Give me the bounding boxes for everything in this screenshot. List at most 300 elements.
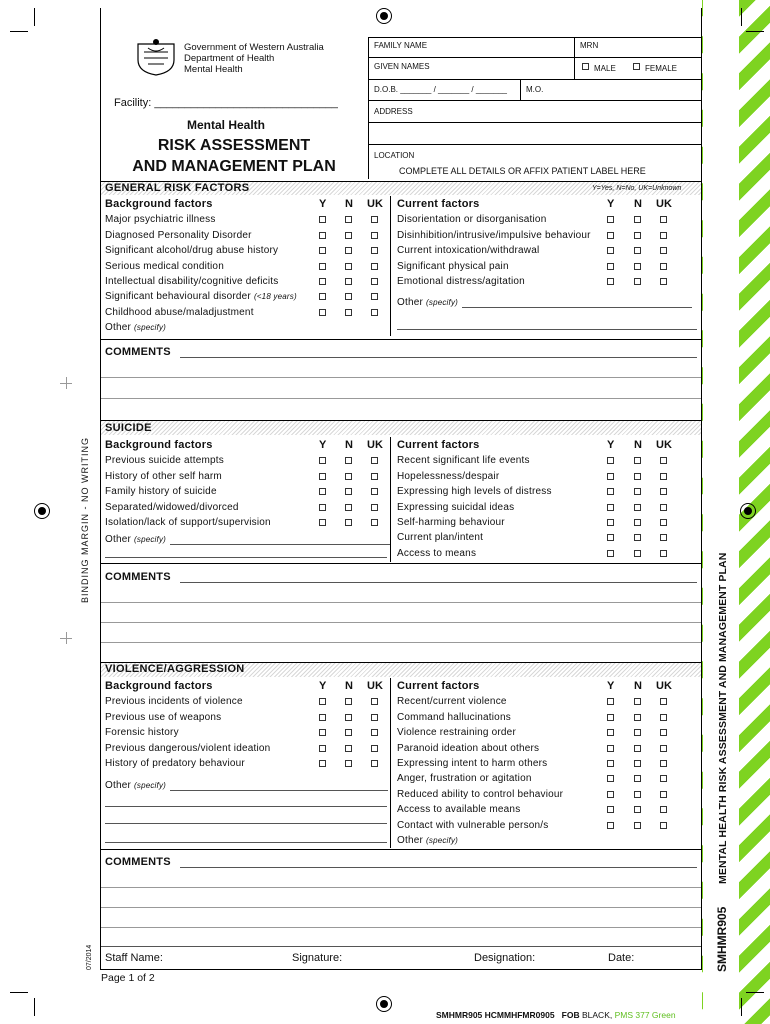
crop-mark xyxy=(741,8,742,26)
yes-checkbox[interactable] xyxy=(319,309,326,316)
yes-checkbox[interactable] xyxy=(319,729,326,736)
patient-box-line xyxy=(368,57,702,58)
unknown-checkbox[interactable] xyxy=(660,806,667,813)
unknown-checkbox[interactable] xyxy=(660,278,667,285)
comments-line xyxy=(101,946,701,947)
dob-field[interactable]: D.O.B. _______ / _______ / _______ xyxy=(374,85,507,94)
factor-label: Previous use of weapons xyxy=(105,711,222,723)
other-line[interactable] xyxy=(105,557,387,558)
no-checkbox[interactable] xyxy=(345,309,352,316)
no-checkbox[interactable] xyxy=(634,232,641,239)
no-checkbox[interactable] xyxy=(634,822,641,829)
comments-line[interactable] xyxy=(101,398,701,399)
frame-bottom xyxy=(100,969,702,970)
no-checkbox[interactable] xyxy=(634,714,641,721)
gov-line: Government of Western Australia xyxy=(184,42,324,53)
no-checkbox[interactable] xyxy=(634,519,641,526)
other-label: Other xyxy=(105,780,132,791)
column-header-n: N xyxy=(345,198,353,210)
comments-line[interactable] xyxy=(101,927,701,928)
yes-checkbox[interactable] xyxy=(319,698,326,705)
yes-checkbox[interactable] xyxy=(607,745,614,752)
current-factors-header: Current factors xyxy=(397,680,480,692)
yes-checkbox[interactable] xyxy=(319,216,326,223)
current-factor-row: Access to means xyxy=(397,547,477,559)
specify-note: (specify) xyxy=(134,535,167,544)
factor-label: Intellectual disability/cognitive deficits xyxy=(105,276,279,287)
unknown-checkbox[interactable] xyxy=(660,519,667,526)
family-name-field[interactable]: FAMILY NAME xyxy=(374,41,428,50)
signature-field[interactable]: Signature: xyxy=(292,952,343,964)
comments-line[interactable] xyxy=(180,582,697,583)
column-header-y: Y xyxy=(607,439,615,451)
unknown-checkbox[interactable] xyxy=(371,232,378,239)
registration-mark-icon xyxy=(740,503,756,519)
unknown-checkbox[interactable] xyxy=(371,504,378,511)
form-date-code: 07/2014 xyxy=(86,944,93,970)
other-line[interactable] xyxy=(397,329,697,330)
side-form-title: MENTAL HEALTH RISK ASSESSMENT AND MANAGEMENT PLAN xyxy=(717,552,729,884)
yes-checkbox[interactable] xyxy=(607,775,614,782)
factor-label: Isolation/lack of support/supervision xyxy=(105,517,271,528)
background-factor-row xyxy=(105,469,222,484)
background-factor-row xyxy=(105,741,270,756)
crop-mark xyxy=(746,31,764,32)
service-name: Mental Health xyxy=(187,118,266,132)
yes-checkbox[interactable] xyxy=(607,729,614,736)
unknown-checkbox[interactable] xyxy=(371,457,378,464)
factor-label: Major psychiatric illness xyxy=(105,214,216,226)
affix-label-note: COMPLETE ALL DETAILS OR AFFIX PATIENT LABEL HERE xyxy=(399,166,646,176)
current-factor-row: Command hallucinations xyxy=(397,711,511,723)
comments-line[interactable] xyxy=(180,867,697,868)
general-other-background[interactable] xyxy=(105,320,166,335)
male-checkbox[interactable] xyxy=(582,63,589,70)
column-header-y: Y xyxy=(319,680,327,692)
column-header-uk: UK xyxy=(656,198,672,210)
current-factor-row: Current intoxication/withdrawal xyxy=(397,245,540,257)
other-label: Other xyxy=(105,534,132,545)
background-factor-row xyxy=(105,259,224,274)
column-header-n: N xyxy=(634,198,642,210)
specify-note: (specify) xyxy=(426,836,459,845)
registration-mark-icon xyxy=(34,503,50,519)
no-checkbox[interactable] xyxy=(634,791,641,798)
yes-checkbox[interactable] xyxy=(607,519,614,526)
print-code xyxy=(436,1010,676,1020)
unknown-checkbox[interactable] xyxy=(371,216,378,223)
plus-mark-icon xyxy=(66,632,67,644)
comments-line[interactable] xyxy=(101,887,701,888)
mrn-field[interactable]: MRN xyxy=(580,41,599,50)
unknown-checkbox[interactable] xyxy=(660,247,667,254)
general-comments-label: COMMENTS xyxy=(105,346,171,358)
age-note: (<18 years) xyxy=(253,292,297,302)
page-title xyxy=(100,135,368,177)
no-checkbox[interactable] xyxy=(634,775,641,782)
no-checkbox[interactable] xyxy=(634,806,641,813)
current-factor-row: Anger, frustration or agitation xyxy=(397,773,532,785)
other-line[interactable] xyxy=(105,823,387,824)
unknown-checkbox[interactable] xyxy=(660,216,667,223)
background-factor-row xyxy=(105,243,278,258)
pms-label: PMS 377 Green xyxy=(614,1010,676,1020)
location-field[interactable]: LOCATION xyxy=(374,151,415,160)
suicide-section-bar xyxy=(101,421,701,435)
patient-box-line xyxy=(368,79,702,80)
yes-checkbox[interactable] xyxy=(607,488,614,495)
crop-mark xyxy=(10,31,28,32)
unknown-checkbox[interactable] xyxy=(371,714,378,721)
unknown-checkbox[interactable] xyxy=(660,775,667,782)
specify-note: (specify) xyxy=(134,323,167,332)
unknown-checkbox[interactable] xyxy=(371,760,378,767)
factor-label: Previous suicide attempts xyxy=(105,455,224,467)
unknown-checkbox[interactable] xyxy=(371,309,378,316)
yes-checkbox[interactable] xyxy=(607,216,614,223)
no-checkbox[interactable] xyxy=(345,698,352,705)
other-line[interactable] xyxy=(105,806,387,807)
yes-checkbox[interactable] xyxy=(607,232,614,239)
unknown-checkbox[interactable] xyxy=(660,698,667,705)
unknown-checkbox[interactable] xyxy=(660,745,667,752)
patient-box-divider xyxy=(574,37,575,79)
no-checkbox[interactable] xyxy=(634,550,641,557)
unknown-checkbox[interactable] xyxy=(371,278,378,285)
yes-checkbox[interactable] xyxy=(607,278,614,285)
no-checkbox[interactable] xyxy=(345,745,352,752)
background-factors-header: Background factors xyxy=(105,198,213,210)
current-factor-row: Violence restraining order xyxy=(397,727,516,739)
background-factor-row xyxy=(105,756,245,771)
background-factor-row xyxy=(105,694,243,709)
yes-checkbox[interactable] xyxy=(607,791,614,798)
yes-checkbox[interactable] xyxy=(319,232,326,239)
no-checkbox[interactable] xyxy=(345,232,352,239)
yes-checkbox[interactable] xyxy=(319,519,326,526)
general-other-current[interactable] xyxy=(397,295,458,310)
column-header-uk: UK xyxy=(367,680,383,692)
crop-mark xyxy=(10,992,28,993)
side-form-code: SMHMR905 xyxy=(715,906,729,972)
unknown-checkbox[interactable] xyxy=(371,519,378,526)
background-factor-row xyxy=(105,212,216,227)
female-label: FEMALE xyxy=(645,64,678,73)
background-factor-row xyxy=(105,228,252,243)
factor-label: Significant alcohol/drug abuse history xyxy=(105,245,279,257)
current-factor-row: Emotional distress/agitation xyxy=(397,276,525,287)
other-line[interactable] xyxy=(170,790,388,791)
violence-section-title: VIOLENCE/AGGRESSION xyxy=(105,663,245,675)
yes-checkbox[interactable] xyxy=(319,488,326,495)
yes-checkbox[interactable] xyxy=(319,745,326,752)
factor-label: Childhood abuse/maladjustment xyxy=(105,306,254,318)
background-factor-row xyxy=(105,515,271,530)
patient-box-line xyxy=(368,37,702,38)
column-divider xyxy=(390,437,391,562)
unknown-checkbox[interactable] xyxy=(371,698,378,705)
date-field[interactable]: Date: xyxy=(608,952,635,964)
no-checkbox[interactable] xyxy=(634,457,641,464)
no-checkbox[interactable] xyxy=(345,714,352,721)
yes-checkbox[interactable] xyxy=(319,504,326,511)
no-checkbox[interactable] xyxy=(634,473,641,480)
yn-legend: Y=Yes, N=No, UK=Unknown xyxy=(592,185,682,192)
background-factor-row xyxy=(105,305,254,320)
yes-checkbox[interactable] xyxy=(607,504,614,511)
no-checkbox[interactable] xyxy=(634,729,641,736)
current-factors-header: Current factors xyxy=(397,439,480,451)
yes-checkbox[interactable] xyxy=(319,293,326,300)
yes-checkbox[interactable] xyxy=(607,822,614,829)
comments-line[interactable] xyxy=(101,907,701,908)
crop-mark xyxy=(741,998,742,1016)
binding-margin-note: BINDING MARGIN - NO WRITING xyxy=(80,437,90,603)
other-label: Other xyxy=(397,297,424,308)
no-checkbox[interactable] xyxy=(345,278,352,285)
staff-name-field[interactable]: Staff Name: xyxy=(105,952,163,964)
no-checkbox[interactable] xyxy=(634,278,641,285)
column-header-uk: UK xyxy=(656,439,672,451)
no-checkbox[interactable] xyxy=(634,488,641,495)
female-checkbox[interactable] xyxy=(633,63,640,70)
registration-mark-icon xyxy=(376,996,392,1012)
background-factors-header: Background factors xyxy=(105,680,213,692)
other-line[interactable] xyxy=(105,842,387,843)
factor-label: History of other self harm xyxy=(105,470,222,482)
column-header-n: N xyxy=(634,439,642,451)
column-divider xyxy=(390,678,391,848)
yes-checkbox[interactable] xyxy=(607,534,614,541)
unknown-checkbox[interactable] xyxy=(371,745,378,752)
mental-health-line: Mental Health xyxy=(184,64,243,75)
patient-box-divider xyxy=(520,79,521,100)
background-factors-header: Background factors xyxy=(105,439,213,451)
current-factor-row: Recent significant life events xyxy=(397,455,530,467)
patient-box-left xyxy=(368,37,369,179)
mo-field[interactable]: M.O. xyxy=(526,85,544,94)
no-checkbox[interactable] xyxy=(345,519,352,526)
column-header-uk: UK xyxy=(367,198,383,210)
column-header-y: Y xyxy=(607,198,615,210)
no-checkbox[interactable] xyxy=(634,247,641,254)
facility-field[interactable]: Facility: ______________________________ xyxy=(114,97,338,109)
unknown-checkbox[interactable] xyxy=(660,504,667,511)
male-label: MALE xyxy=(594,64,616,73)
patient-box-line xyxy=(368,122,702,123)
current-factor-row: Self-harming behaviour xyxy=(397,517,505,528)
comments-line[interactable] xyxy=(101,622,701,623)
unknown-checkbox[interactable] xyxy=(660,534,667,541)
violence-other-background[interactable] xyxy=(105,778,166,793)
yes-checkbox[interactable] xyxy=(607,263,614,270)
side-title-area xyxy=(707,0,741,1024)
section-divider xyxy=(101,339,701,340)
no-checkbox[interactable] xyxy=(345,247,352,254)
yes-checkbox[interactable] xyxy=(607,760,614,767)
suicide-comments-label: COMMENTS xyxy=(105,571,171,583)
suicide-other-background[interactable] xyxy=(105,532,166,547)
factor-label: Diagnosed Personality Disorder xyxy=(105,229,252,241)
no-checkbox[interactable] xyxy=(345,293,352,300)
department-block xyxy=(184,42,324,75)
violence-comments-label: COMMENTS xyxy=(105,856,171,868)
background-factor-row xyxy=(105,453,224,468)
unknown-checkbox[interactable] xyxy=(660,263,667,270)
other-line[interactable] xyxy=(170,544,390,545)
background-factor-row xyxy=(105,725,179,740)
column-divider xyxy=(390,196,391,336)
background-factor-row xyxy=(105,289,297,304)
unknown-checkbox[interactable] xyxy=(660,714,667,721)
factor-label: Serious medical condition xyxy=(105,260,224,272)
background-factor-row xyxy=(105,274,278,289)
no-checkbox[interactable] xyxy=(634,216,641,223)
given-names-field[interactable]: GIVEN NAMES xyxy=(374,62,430,71)
crop-mark xyxy=(746,992,764,993)
factor-label: Significant behavioural disorder xyxy=(105,291,251,303)
unknown-checkbox[interactable] xyxy=(660,232,667,239)
factor-label: Previous incidents of violence xyxy=(105,696,243,708)
current-factor-row: Recent/current violence xyxy=(397,696,507,708)
yes-checkbox[interactable] xyxy=(319,247,326,254)
no-checkbox[interactable] xyxy=(634,534,641,541)
no-checkbox[interactable] xyxy=(634,698,641,705)
general-section-title: GENERAL RISK FACTORS xyxy=(105,182,250,194)
unknown-checkbox[interactable] xyxy=(660,488,667,495)
fob-label: FOB xyxy=(561,1010,580,1020)
unknown-checkbox[interactable] xyxy=(660,760,667,767)
other-line[interactable] xyxy=(462,307,692,308)
factor-label: Separated/widowed/divorced xyxy=(105,501,239,513)
unknown-checkbox[interactable] xyxy=(371,488,378,495)
factor-label: History of predatory behaviour xyxy=(105,758,245,769)
unknown-checkbox[interactable] xyxy=(660,457,667,464)
yes-checkbox[interactable] xyxy=(607,473,614,480)
section-divider xyxy=(101,563,701,564)
plus-mark-icon xyxy=(66,377,67,389)
factor-label: Family history of suicide xyxy=(105,486,217,498)
no-checkbox[interactable] xyxy=(345,729,352,736)
address-field[interactable]: ADDRESS xyxy=(374,107,413,116)
black-label: BLACK, xyxy=(581,1010,613,1020)
column-header-y: Y xyxy=(319,439,327,451)
no-checkbox[interactable] xyxy=(345,216,352,223)
yes-checkbox[interactable] xyxy=(319,457,326,464)
wa-crest-logo xyxy=(134,38,178,76)
section-divider xyxy=(101,849,701,850)
yes-checkbox[interactable] xyxy=(607,714,614,721)
background-factor-row xyxy=(105,500,239,515)
patient-box-line xyxy=(368,144,702,145)
yes-checkbox[interactable] xyxy=(607,247,614,254)
other-label: Other xyxy=(397,835,424,846)
background-factor-row xyxy=(105,484,217,499)
current-factor-row: Current plan/intent xyxy=(397,532,484,544)
current-factor-row: Paranoid ideation about others xyxy=(397,742,540,754)
yes-checkbox[interactable] xyxy=(319,263,326,270)
current-factor-row: Reduced ability to control behaviour xyxy=(397,788,564,800)
no-checkbox[interactable] xyxy=(634,504,641,511)
unknown-checkbox[interactable] xyxy=(371,293,378,300)
yes-checkbox[interactable] xyxy=(319,278,326,285)
title-line-1: RISK ASSESSMENT xyxy=(157,137,311,154)
form-code: SMHMR905 HCMMHFMR0905 xyxy=(436,1010,555,1020)
unknown-checkbox[interactable] xyxy=(660,791,667,798)
yes-checkbox[interactable] xyxy=(319,714,326,721)
yes-checkbox[interactable] xyxy=(319,473,326,480)
specify-note: (specify) xyxy=(426,298,459,307)
column-header-y: Y xyxy=(319,198,327,210)
page-number: Page 1 of 2 xyxy=(101,972,155,984)
column-header-n: N xyxy=(634,680,642,692)
current-factors-header: Current factors xyxy=(397,198,480,210)
factor-label: Previous dangerous/violent ideation xyxy=(105,742,271,754)
current-factor-row: Disorientation or disorganisation xyxy=(397,214,547,226)
crop-mark xyxy=(34,998,35,1016)
section-divider xyxy=(101,420,701,421)
yes-checkbox[interactable] xyxy=(607,806,614,813)
no-checkbox[interactable] xyxy=(634,263,641,270)
comments-line[interactable] xyxy=(101,602,701,603)
unknown-checkbox[interactable] xyxy=(371,473,378,480)
other-label: Other xyxy=(105,322,132,333)
unknown-checkbox[interactable] xyxy=(660,729,667,736)
no-checkbox[interactable] xyxy=(345,760,352,767)
current-factor-row: Significant physical pain xyxy=(397,260,509,272)
column-header-n: N xyxy=(345,439,353,451)
background-factor-row xyxy=(105,710,221,725)
column-header-uk: UK xyxy=(656,680,672,692)
column-header-y: Y xyxy=(607,680,615,692)
comments-line[interactable] xyxy=(101,377,701,378)
specify-note: (specify) xyxy=(134,781,167,790)
current-factor-row: Contact with vulnerable person/s xyxy=(397,819,549,831)
comments-line[interactable] xyxy=(180,357,697,358)
unknown-checkbox[interactable] xyxy=(371,729,378,736)
column-header-uk: UK xyxy=(367,439,383,451)
no-checkbox[interactable] xyxy=(345,488,352,495)
no-checkbox[interactable] xyxy=(345,473,352,480)
unknown-checkbox[interactable] xyxy=(660,822,667,829)
unknown-checkbox[interactable] xyxy=(660,550,667,557)
no-checkbox[interactable] xyxy=(634,745,641,752)
violence-other-current[interactable] xyxy=(397,833,458,848)
no-checkbox[interactable] xyxy=(345,263,352,270)
yes-checkbox[interactable] xyxy=(319,760,326,767)
title-line-2: AND MANAGEMENT PLAN xyxy=(132,158,336,175)
unknown-checkbox[interactable] xyxy=(371,263,378,270)
designation-field[interactable]: Designation: xyxy=(474,952,536,964)
no-checkbox[interactable] xyxy=(634,760,641,767)
column-header-n: N xyxy=(345,680,353,692)
no-checkbox[interactable] xyxy=(345,504,352,511)
yes-checkbox[interactable] xyxy=(607,550,614,557)
suicide-section-title: SUICIDE xyxy=(105,422,152,434)
comments-line[interactable] xyxy=(101,642,701,643)
unknown-checkbox[interactable] xyxy=(371,247,378,254)
factor-label: Forensic history xyxy=(105,727,179,739)
dept-line: Department of Health xyxy=(184,53,275,64)
yes-checkbox[interactable] xyxy=(607,698,614,705)
unknown-checkbox[interactable] xyxy=(660,473,667,480)
patient-box-line xyxy=(368,100,702,101)
current-factor-row: Access to available means xyxy=(397,804,521,816)
current-factor-row: Expressing intent to harm others xyxy=(397,758,548,769)
crop-mark xyxy=(34,8,35,26)
no-checkbox[interactable] xyxy=(345,457,352,464)
yes-checkbox[interactable] xyxy=(607,457,614,464)
